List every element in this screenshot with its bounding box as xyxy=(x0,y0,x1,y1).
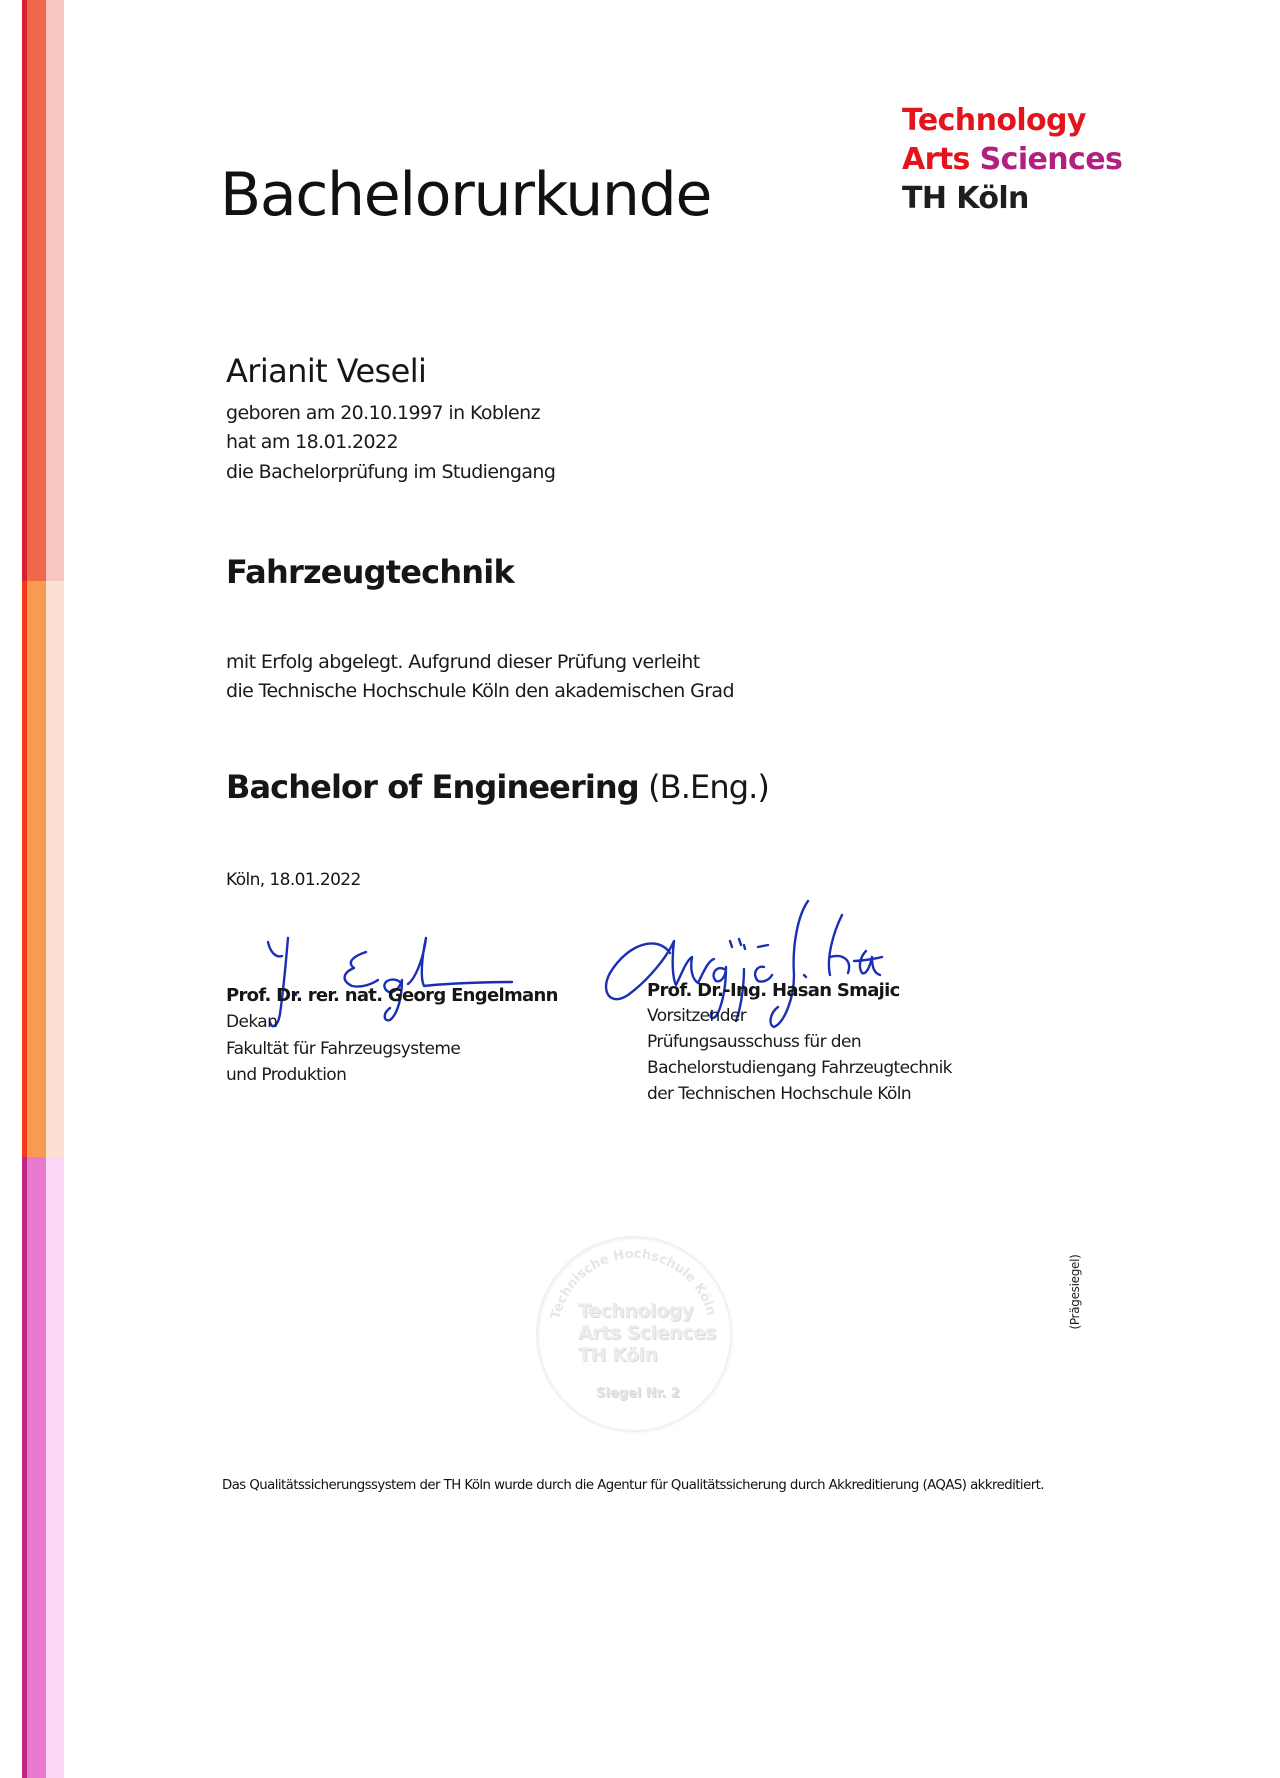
degree xyxy=(226,768,769,806)
conferral-line-1: mit Erfolg abgelegt. Aufgrund dieser Prüfung verleiht xyxy=(226,651,700,673)
exam-line: die Bachelorprüfung im Studiengang xyxy=(226,461,556,483)
seal-center-text xyxy=(578,1300,716,1366)
th-koeln-logo xyxy=(902,101,1122,218)
logo-word-sciences: Sciences xyxy=(979,142,1123,177)
birth-line: geboren am 20.10.1997 in Koblenz xyxy=(226,402,540,424)
degree-abbreviation: (B.Eng.) xyxy=(648,768,769,806)
signatory-2-role-1: Vorsitzender xyxy=(647,1006,747,1026)
recipient-name: Arianit Veseli xyxy=(226,352,427,390)
decorative-stripe-red xyxy=(22,0,64,581)
seal-line-1: Technology xyxy=(578,1300,694,1322)
decorative-stripe-pink xyxy=(22,1157,64,1778)
accreditation-footer: Das Qualitätssicherungssystem der TH Köln wurde durch die Agentur für Qualitätssicherung durch Akkreditierung (AQAS) akkreditiert. xyxy=(222,1478,1044,1493)
exam-date-line: hat am 18.01.2022 xyxy=(226,431,398,453)
logo-word-arts: Arts xyxy=(902,142,970,177)
signatory-1-role-2: Fakultät für Fahrzeugsysteme xyxy=(226,1039,461,1059)
place-and-date: Köln, 18.01.2022 xyxy=(226,870,361,890)
logo-line-technology: Technology xyxy=(902,103,1086,138)
signatory-2-role-4: der Technischen Hochschule Köln xyxy=(647,1084,912,1104)
document-title: Bachelorurkunde xyxy=(220,160,712,230)
svg-text:Technische Hochschule Köln: Technische Hochschule Köln xyxy=(548,1246,719,1321)
signatory-1-role-3: und Produktion xyxy=(226,1065,347,1085)
seal-line-2: Arts Sciences xyxy=(578,1322,716,1344)
seal-label: (Prägesiegel) xyxy=(1068,1254,1082,1330)
embossed-seal xyxy=(536,1236,732,1432)
signatory-1-name: Prof. Dr. rer. nat. Georg Engelmann xyxy=(226,985,558,1006)
degree-name: Bachelor of Engineering xyxy=(226,768,639,806)
seal-number: Siegel Nr. 2 xyxy=(596,1386,680,1401)
signatory-2-role-3: Bachelorstudiengang Fahrzeugtechnik xyxy=(647,1058,952,1078)
signatory-2-role-2: Prüfungsausschuss für den xyxy=(647,1032,861,1052)
signatory-2-name: Prof. Dr.-Ing. Hasan Smajic xyxy=(647,980,900,1001)
decorative-stripe-orange xyxy=(22,581,64,1157)
conferral-line-2: die Technische Hochschule Köln den akademischen Grad xyxy=(226,680,734,702)
logo-line-th-koeln: TH Köln xyxy=(902,181,1029,216)
signatory-1-role-1: Dekan xyxy=(226,1012,278,1032)
seal-line-3: TH Köln xyxy=(578,1344,658,1366)
study-program: Fahrzeugtechnik xyxy=(226,553,514,591)
